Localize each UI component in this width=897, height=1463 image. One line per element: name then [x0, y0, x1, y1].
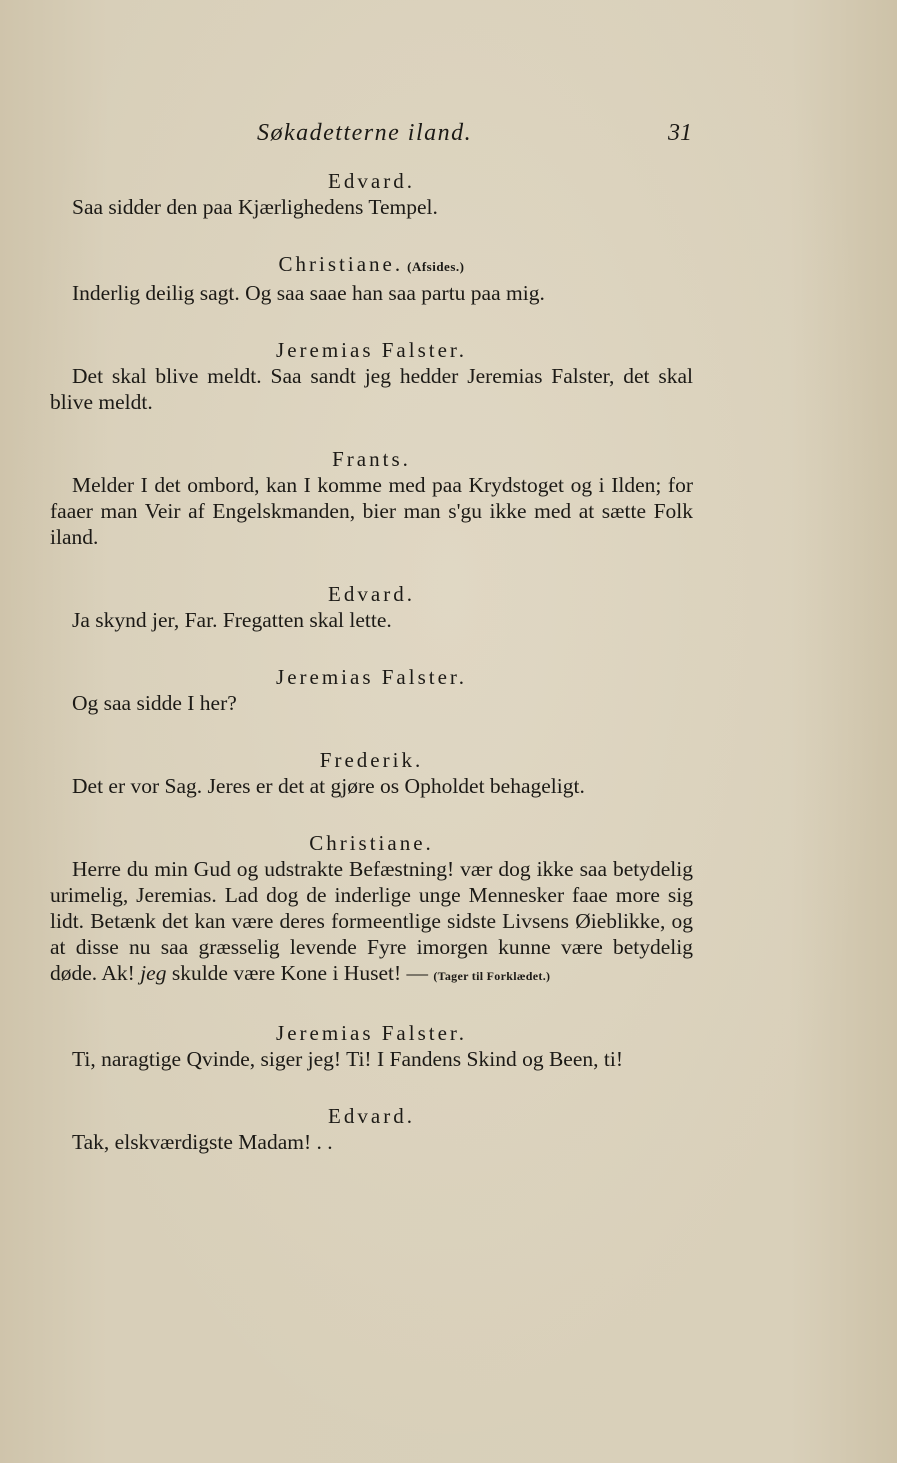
page-number: 31 — [668, 120, 692, 146]
speech-text: Tak, elskværdigste Madam! . . — [72, 1130, 333, 1154]
dialogue-block — [50, 830, 693, 989]
speaker-label: Christiane. — [278, 252, 404, 276]
speaker-name — [50, 1103, 693, 1129]
speaker-label: Jeremias Falster. — [276, 665, 467, 689]
play-text — [50, 168, 693, 1186]
stage-direction: (Tager til Forklædet.) — [433, 969, 551, 983]
speaker-name — [50, 251, 693, 280]
speaker-label: Edvard. — [328, 582, 415, 606]
speaker-label: Jeremias Falster. — [276, 338, 467, 362]
speaker-label: Frederik. — [319, 748, 424, 772]
speaker-label: Edvard. — [328, 169, 415, 193]
speech-text: Melder I det ombord, kan I komme med paa Krydstoget og i Ilden; for faaer man Veir af Engelskmanden, bier man s'gu ikke med at sætte Folk iland. — [50, 473, 693, 549]
speaker-label: Edvard. — [328, 1104, 415, 1128]
dialogue-block — [50, 337, 693, 415]
speech-text: Det er vor Sag. Jeres er det at gjøre os Opholdet behageligt. — [72, 774, 585, 798]
speaker-name — [50, 337, 693, 363]
speaker-label: Christiane. — [309, 831, 434, 855]
page-header — [0, 120, 897, 150]
dialogue-block — [50, 251, 693, 306]
running-title: Søkadetterne iland. — [257, 120, 473, 146]
speech-text: Og saa sidde I her? — [72, 691, 237, 715]
dialogue-block — [50, 168, 693, 220]
dialogue-block — [50, 664, 693, 716]
speech-text: Saa sidder den paa Kjærlighedens Tempel. — [72, 195, 438, 219]
speech-text: Inderlig deilig sagt. Og saa saae han saa partu paa mig. — [72, 281, 545, 305]
dialogue-block — [50, 1020, 693, 1072]
speech-text: Ti, naragtige Qvinde, siger jeg! Ti! I Fandens Skind og Been, ti! — [72, 1047, 624, 1071]
speaker-name — [50, 446, 693, 472]
speech-emphasis: jeg — [140, 961, 167, 985]
speaker-label: Jeremias Falster. — [276, 1021, 467, 1045]
dialogue-block — [50, 747, 693, 799]
dialogue-block — [50, 1103, 693, 1155]
speech-main: Herre du min Gud og udstrakte Befæstning! vær dog ikke saa betydelig urimelig, Jeremias. Lad dog de inderlige unge Mennesker faae more sig lidt. Betænk det kan være deres formeentlige sidste Livsens Øieblikke, og at disse nu saa græsselig levende Fyre imorgen kunne være betydelig døde. Ak! — [50, 857, 693, 985]
speech-text: Det skal blive meldt. Saa sandt jeg hedder Jeremias Falster, det skal blive meldt. — [50, 364, 693, 414]
stage-direction: (Afsides.) — [407, 259, 465, 274]
speaker-name — [50, 581, 693, 607]
dialogue-block — [50, 446, 693, 550]
speaker-name — [50, 168, 693, 194]
speaker-name — [50, 747, 693, 773]
speaker-name — [50, 1020, 693, 1046]
speaker-name — [50, 664, 693, 690]
speaker-label: Frants. — [332, 447, 411, 471]
speech-text — [50, 856, 693, 989]
speaker-name — [50, 830, 693, 856]
dialogue-block — [50, 581, 693, 633]
speech-text: Ja skynd jer, Far. Fregatten skal lette. — [72, 608, 392, 632]
speech-tail: skulde være Kone i Huset! — — [171, 961, 428, 985]
